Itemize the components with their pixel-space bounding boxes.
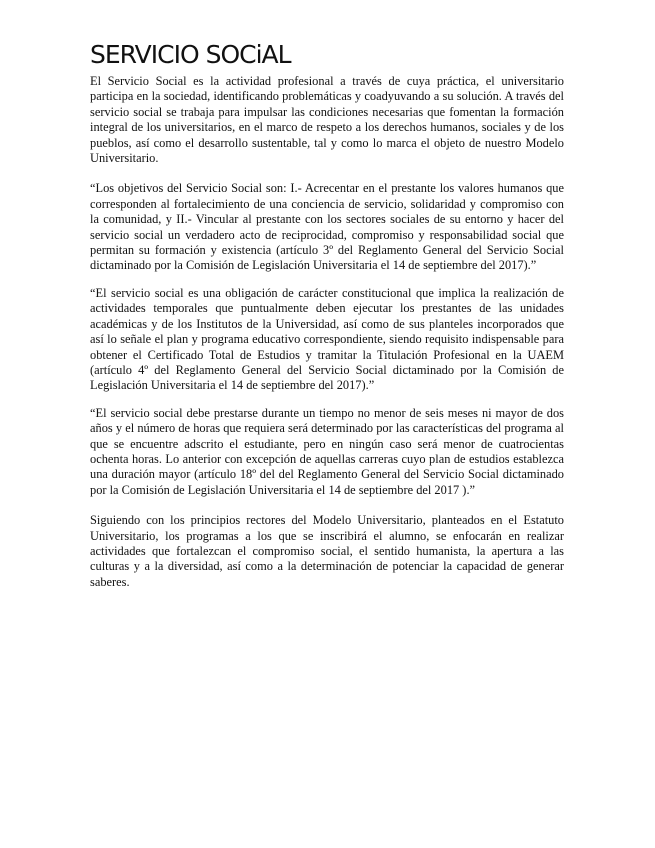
paragraph-obligation: “El servicio social es una obligación de carácter constitucional que implica la realización de actividades temporales que puntualmente deben ejecutar los prestantes de las unidades académicas y de los Institutos de la Universidad, así como de sus planteles incorporados que así lo señale el plan y programa educativo correspondiente, siendo requisito indispensable para obtener el Certificado Total de Estudios y tramitar la Titulación Profesional en la UAEM (artículo 4º del Reglamento General del Servicio Social dictaminado por la Comisión de Legislación Universitaria el 14 de septiembre del 2017).”: [90, 285, 564, 393]
paragraph-duration: “El servicio social debe prestarse durante un tiempo no menor de seis meses ni mayor de dos años y el número de horas que requiera será determinado por las características del programa al que se encuentre adscrito el estudiante, pero en ningún caso será menor de cuatrocientas ochenta horas. Lo anterior con excepción de aquellas carreras cuyo plan de estudios establezca una duración mayor (artículo 18º del del Reglamento General del Servicio Social dictaminado por la Comisión de Legislación Universitaria el 14 de septiembre del 2017 ).”: [90, 405, 564, 497]
page-title: SERVICIO SOCiAL: [90, 40, 291, 69]
document-body: [90, 40, 564, 590]
paragraph-objectives: “Los objetivos del Servicio Social son: I.- Acrecentar en el prestante los valores humanos que corresponden al fortalecimiento de una conciencia de servicio, solidaridad y compromiso con la comunidad, y II.- Vincular al prestante con los sectores sociales de su entorno y hacer del servicio social un verdadero acto de reciprocidad, compromiso y responsabilidad social que permitan su formación y existencia (artículo 3º del Reglamento General del Servicio Social dictaminado por la Comisión de Legislación Universitaria el 14 de septiembre del 2017).”: [90, 181, 564, 273]
paragraph-intro: El Servicio Social es la actividad profesional a través de cuya práctica, el universitario participa en la sociedad, identificando problemáticas y coadyuvando a su solución. A través del servicio social se trabaja para impulsar las condiciones necesarias que fomentan la formación integral de los universitarios, en el marco de respeto a los derechos humanos, sociales y de los pueblos, así como el desarrollo sustentable, tal y como lo marca el objeto de nuestro Modelo Universitario.: [90, 74, 564, 166]
paragraph-principles: Siguiendo con los principios rectores del Modelo Universitario, planteados en el Estatuto Universitario, los programas a los que se inscribirá el alumno, se enfocarán en realizar actividades que fortalezcan el compromiso social, el sentido humanista, la apertura a las culturas y a la diversidad, así como a la determinación de potenciar la capacidad de generar saberes.: [90, 513, 564, 589]
